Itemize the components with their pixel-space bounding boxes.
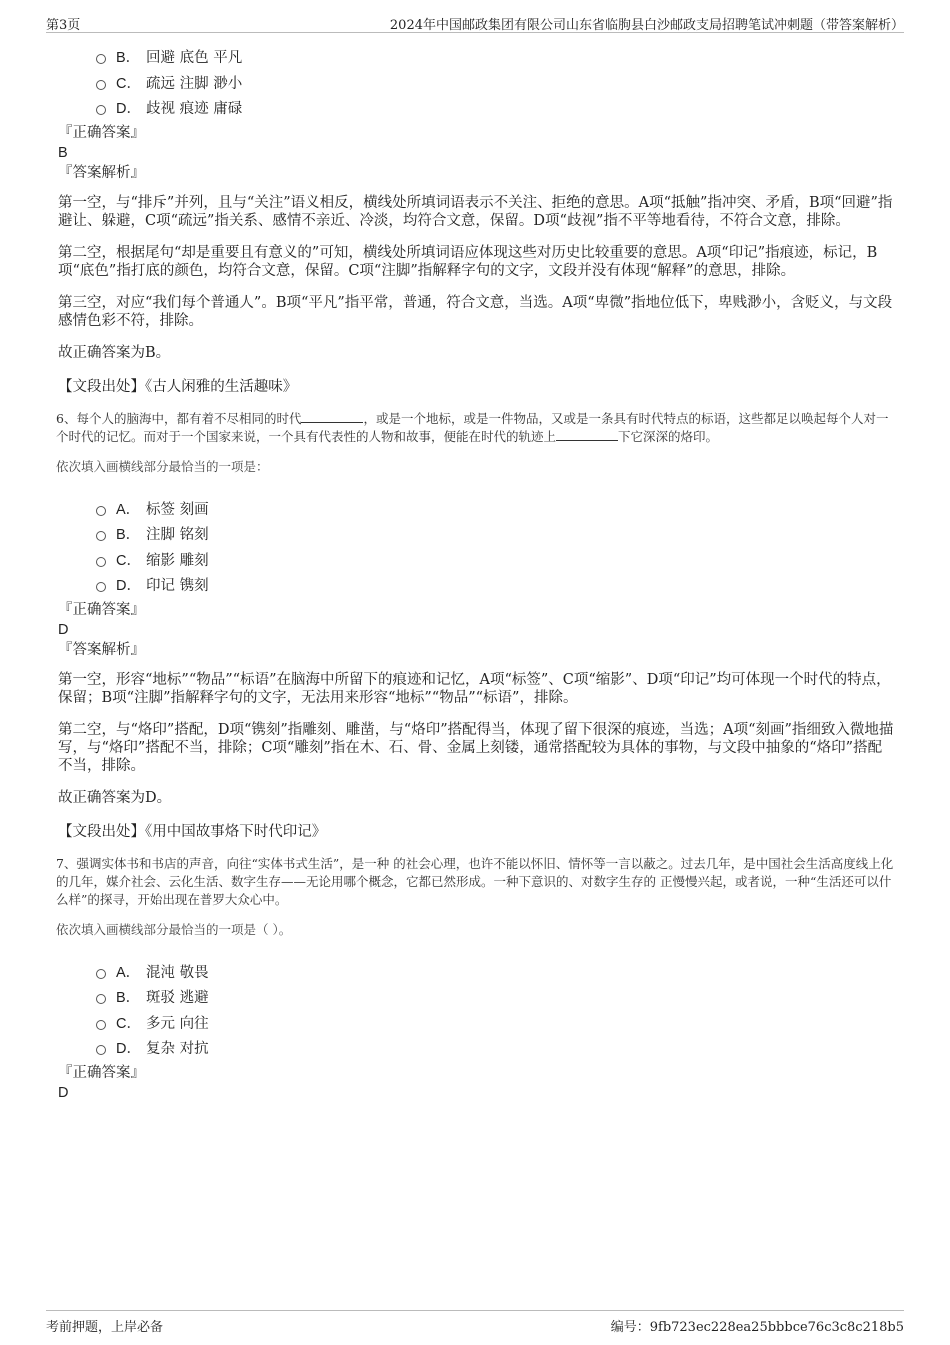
q6-correct-answer-label: 『正确答案』	[58, 601, 145, 618]
q5-answer: B	[58, 144, 68, 161]
q5-correct-answer-label: 『正确答案』	[58, 124, 145, 141]
content	[56, 44, 896, 1103]
q6-analysis-label: 『答案解析』	[58, 641, 145, 658]
q7-answer: D	[58, 1084, 69, 1101]
q6-option-b[interactable]: B． 注脚 铭刻	[96, 521, 896, 547]
q6-option-a[interactable]: A． 标签 刻画	[96, 496, 896, 522]
radio-icon[interactable]	[96, 54, 106, 64]
document-title: 2024年中国邮政集团有限公司山东省临朐县白沙邮政支局招聘笔试冲刺题（带答案解析）	[389, 18, 904, 33]
radio-icon[interactable]	[96, 105, 106, 115]
q6-stem: 6、每个人的脑海中，都有着不尽相同的时代 ，或是一个地标，或是一件物品，又或是一条具有时代特点的标语，这些都足以唤起每个人对一个时代的记忆。而对于一个国家来说，一个具有代表性的人物和故事，便能在时代的轨迹上 下它深深的烙印。	[56, 410, 889, 444]
radio-icon[interactable]	[96, 1045, 106, 1055]
blank-line	[556, 428, 618, 441]
page-number: 第3页	[46, 18, 81, 33]
q6-option-c[interactable]: C． 缩影 雕刻	[96, 547, 896, 573]
q6-source: 【文段出处】《用中国故事烙下时代印记》	[58, 823, 327, 840]
q5-analysis-label: 『答案解析』	[58, 164, 145, 181]
page-footer	[46, 1310, 904, 1335]
q5-analysis-1: 第一空，与“排斥”并列，且与“关注”语义相反，横线处所填词语表示不关注、拒绝的意思。A项“抵触”指冲突、矛盾，B项“回避”指避让、躲避，C项“疏远”指关系、感情不亲近、冷淡，均符合文意，保留。D项“歧视”指不平等地看待，不符合文意，排除。	[58, 194, 893, 229]
q5-options	[96, 44, 896, 121]
q6-analysis-1: 第一空，形容“地标”“物品”“标语”在脑海中所留下的痕迹和记忆，A项“标签”、C项“缩影”、D项“印记”均可体现一个时代的特点，保留；B项“注脚”指解释字句的文字，无法用来形容“地标”“物品”“标语”，排除。	[58, 671, 891, 706]
footer-slogan: 考前押题，上岸必备	[46, 1320, 164, 1335]
q7-option-b[interactable]: B． 斑驳 逃避	[96, 984, 896, 1010]
q6-prompt: 依次填入画横线部分最恰当的一项是：	[56, 458, 269, 474]
q5-option-b[interactable]: B． 回避 底色 平凡	[96, 44, 896, 70]
q6-answer: D	[58, 621, 69, 638]
q7-options	[96, 959, 896, 1061]
q7-stem: 7、强调实体书和书店的声音，向往“实体书式生活”，是一种 的社会心理，也许不能以怀旧、情怀等一言以蔽之。过去几年，是中国社会生活高度线上化的几年，媒介社会、云化生活、数字生存——无论用哪个概念，它都已然形成。一种下意识的、对数字生存的 正慢慢兴起，或者说，一种“生活还可以什么样”的探寻，开始出现在普罗大众心中。	[56, 855, 894, 907]
q5-option-c[interactable]: C． 疏远 注脚 渺小	[96, 70, 896, 96]
blank-line	[301, 410, 363, 423]
radio-icon[interactable]	[96, 80, 106, 90]
q7-option-c[interactable]: C． 多元 向往	[96, 1010, 896, 1036]
q6-option-d[interactable]: D． 印记 镌刻	[96, 572, 896, 598]
page-header	[46, 12, 904, 33]
q7-prompt: 依次填入画横线部分最恰当的一项是（ ）。	[56, 921, 292, 937]
radio-icon[interactable]	[96, 531, 106, 541]
q7-option-a[interactable]: A． 混沌 敬畏	[96, 959, 896, 985]
q6-options	[96, 496, 896, 598]
radio-icon[interactable]	[96, 557, 106, 567]
document-id: 编号：9fb723ec228ea25bbbce76c3c8c218b5	[610, 1320, 904, 1335]
q5-source: 【文段出处】《古人闲雅的生活趣味》	[58, 378, 298, 395]
radio-icon[interactable]	[96, 994, 106, 1004]
radio-icon[interactable]	[96, 1020, 106, 1030]
q5-option-d[interactable]: D． 歧视 痕迹 庸碌	[96, 95, 896, 121]
q7-option-d[interactable]: D． 复杂 对抗	[96, 1035, 896, 1061]
q6-conclusion: 故正确答案为D。	[58, 789, 172, 806]
q5-analysis-2: 第二空，根据尾句“却是重要且有意义的”可知，横线处所填词语应体现这些对历史比较重要的意思。A项“印记”指痕迹，标记，B项“底色”指打底的颜色，均符合文意，保留。C项“注脚”指解释字句的文字，文段并没有体现“解释”的意思，排除。	[58, 244, 878, 279]
radio-icon[interactable]	[96, 969, 106, 979]
radio-icon[interactable]	[96, 582, 106, 592]
q5-analysis-3: 第三空，对应“我们每个普通人”。B项“平凡”指平常，普通，符合文意，当选。A项“卑微”指地位低下，卑贱渺小，含贬义，与文段感情色彩不符，排除。	[58, 294, 893, 329]
radio-icon[interactable]	[96, 506, 106, 516]
q6-analysis-2: 第二空，与“烙印”搭配，D项“镌刻”指雕刻、雕凿，与“烙印”搭配得当，体现了留下很深的痕迹，当选；A项“刻画”指细致入微地描写，与“烙印”搭配不当，排除；C项“雕刻”指在木、石、骨、金属上刻镂，通常搭配较为具体的事物，与文段中抽象的“烙印”搭配不当，排除。	[58, 721, 894, 774]
q5-conclusion: 故正确答案为B。	[58, 344, 171, 361]
q7-correct-answer-label: 『正确答案』	[58, 1064, 145, 1081]
